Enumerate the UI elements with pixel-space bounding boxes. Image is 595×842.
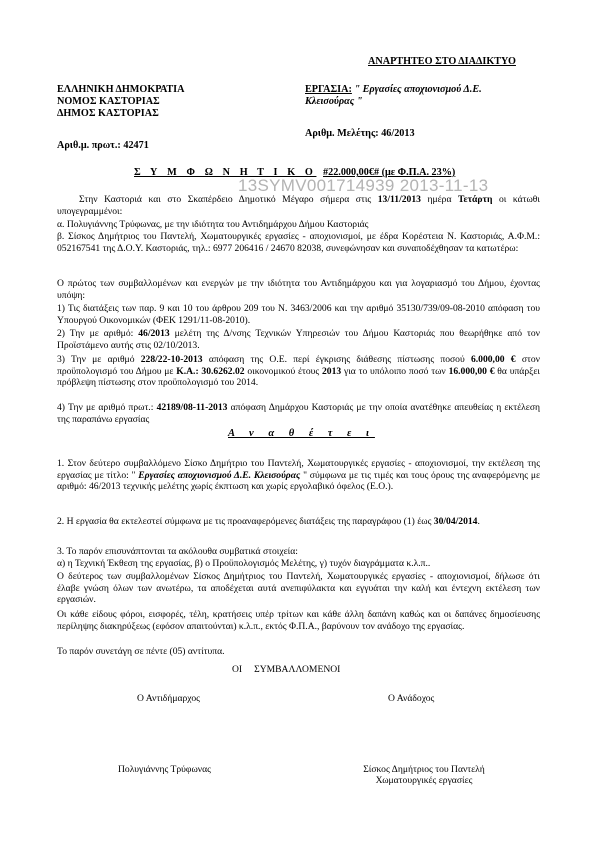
- left-signatory-name: Πολυγιάννης Τρύφωνας: [118, 764, 211, 775]
- right-signatory-name: [342, 764, 506, 787]
- registry-watermark: 13SYMV001714939 2013-11-13: [238, 176, 489, 195]
- assigns-heading: Α ν α θ έ τ ε ι: [228, 428, 375, 439]
- c3-text-3: στον προϋπολογισμό του Δήμου με: [57, 354, 540, 377]
- c3-rest-amount: 16.000,00 €: [448, 365, 495, 377]
- intro-text: Στην Καστοριά και στο Σκαπέρδειο Δημοτικό Μέγαρο σήμερα στις: [79, 194, 378, 205]
- study-number: Αριθμ. Μελέτης: 46/2013: [305, 128, 415, 139]
- term-2: [57, 516, 540, 528]
- right-signatory-role: Ο Ανάδοχος: [388, 693, 435, 704]
- term-6: Το παρόν συνετάγη σε πέντε (05) αντίτυπα.: [57, 646, 225, 657]
- t1-text: 1. Στον δεύτερο συμβαλλόμενο Σίσκο Δημήτριο του Παντελή, Χωματουργικές εργασίες - αποχιονισμοί, την εκτέλεση της εργασίας με τίτλο: ": [57, 458, 540, 481]
- contract-title: Σ Υ Μ Φ Ω Ν Η Τ Ι Κ Ο: [134, 167, 317, 178]
- consideration-4: [57, 402, 540, 425]
- consideration-2: [57, 328, 540, 351]
- party-b: β. Σίσκος Δημήτριος του Παντελή, Χωματουργικές εργασίες - αποχιονισμοί, με έδρα Κορέστεια Ν. Καστοριάς, Α.Φ.Μ.: 052167541 της Δ.Ο.Υ. Καστοριάς, τηλ.: 6977 206416 / 24670 82038, συνεφώνησαν και συναποδέχθησαν τα κατωτέρω:: [57, 231, 540, 254]
- contract-amount: #22.000,00€# (με Φ.Π.Α. 23%): [323, 167, 456, 178]
- c3-text-4: οικονομικού έτους: [244, 365, 322, 377]
- c3-text-6: θα υπάρξει πρόβλεψη πίστωσης στον προϋπολογισμό του 2014.: [57, 365, 540, 388]
- c3-text-2: απόφαση της Ο.Ε. περί έγκρισης διάθεσης πίστωσης ποσού: [202, 354, 471, 365]
- c4-text: 4) Την με αριθμό πρωτ.:: [57, 402, 157, 413]
- first-party-statement: Ο πρώτος των συμβαλλομένων και ενεργών με την ιδιότητα του Αντιδημάρχου και για λογαριασμό του Δήμου, έχοντας υπόψη:: [57, 278, 540, 301]
- right-signatory-name-line2: Χωματουργικές εργασίες: [375, 775, 473, 787]
- authority-line-republic: ΕΛΛΗΝΙΚΗ ΔΗΜΟΚΡΑΤΙΑ: [57, 84, 185, 95]
- authority-line-prefecture: ΝΟΜΟΣ ΚΑΣΤΟΡΙΑΣ: [57, 96, 160, 108]
- c2-text-2: μελέτη της Δ/νσης Τεχνικών Υπηρεσιών του Δήμου Καστοριάς που θεωρήθηκε από τον Προϊστάμενο αυτής στις 02/10/2013.: [57, 328, 540, 351]
- intro-text-2: ημέρα: [420, 194, 458, 205]
- term-4: Ο δεύτερος των συμβαλλομένων Σίσκος Δημήτριος του Παντελή, Χωματουργικές εργασίες - αποχιονισμοί, δήλωσε ότι έλαβε γνώση όλων των ανωτέρω, τα αποδέχεται αυτά ανεπιφύλακτα και εγγυάται την καλή και έντεχνη εκτέλεση των εργασιών.: [57, 571, 540, 605]
- project-block: [305, 84, 540, 108]
- authority-block: [57, 84, 184, 121]
- c4-number: 42189/08-11-2013: [156, 402, 228, 413]
- term-5: Οι κάθε είδους φόροι, εισφορές, τέλη, κρατήσεις υπέρ τρίτων και κάθε άλλη δαπάνη καθώς και οι δαπάνες δημοσίευσης περίληψης διακηρύξεως (εφόσον απαιτούνται) κ.λ.π., εκτός Φ.Π.Α., βαρύνουν τον ανάδοχο της εργασίας.: [57, 609, 540, 632]
- intro-date: 13/11/2013: [377, 194, 421, 205]
- project-label: ΕΡΓΑΣΙΑ:: [305, 84, 352, 95]
- c3-year: 2013: [322, 365, 342, 377]
- c3-text-5: για το υπόλοιπο ποσό των: [341, 365, 449, 377]
- t1-project-title: Εργασίες αποχιονισμού Δ.Ε. Κλεισούρας: [135, 469, 301, 481]
- signatories-heading: ΟΙ ΣΥΜΒΑΛΛΟΜΕΝΟΙ: [232, 664, 341, 675]
- c3-text: 3) Την με αριθμό: [57, 354, 141, 365]
- c2-number: 46/2013: [138, 328, 170, 339]
- right-signatory-name-line1: Σίσκος Δημήτριος του Παντελή: [363, 764, 485, 775]
- t2-text-2: .: [477, 516, 480, 527]
- t2-date: 30/04/2014: [433, 516, 478, 527]
- protocol-number: Αριθ.μ. πρωτ.: 42471: [57, 140, 149, 151]
- t1-text-2: " σύμφωνα με τις τιμές και τους όρους της αναφερόμενης με αριθμό: 46/2013 τεχνικής μελέτης χωρίς έκπτωση και χωρίς εργολαβικό όφελος (Ε.Ο.).: [57, 469, 540, 492]
- consideration-1: 1) Τις διατάξεις των παρ. 9 και 10 του άρθρου 209 του Ν. 3463/2006 και την αριθμό 35130/739/09-08-2010 απόφαση του Υπουργού Οικονομικών (ΦΕΚ 1291/11-08-2010).: [57, 303, 540, 326]
- publish-note: ΑΝΑΡΤΗΤΕΟ ΣΤΟ ΔΙΑΔΙΚΤΥΟ: [368, 56, 516, 67]
- term-3-list: α) η Τεχνική Έκθεση της εργασίας, β) ο Προϋπολογισμός Μελέτης, γ) τυχόν διαγράμματα κ.λ.π..: [57, 558, 431, 569]
- c4-text-2: απόφαση Δημάρχου Καστοριάς με την οποία ανατέθηκε απευθείας η εκτέλεση της παραπάνω εργασίας: [57, 402, 541, 425]
- project-title-part2: Κλεισούρας ": [305, 96, 363, 108]
- c3-ka: Κ.Α.: 30.6262.02: [176, 365, 245, 377]
- c3-amount: 6.000,00 €: [470, 354, 516, 365]
- project-title-part1: " Εργασίες αποχιονισμού Δ.Ε.: [351, 84, 482, 95]
- c3-number: 228/22-10-2013: [140, 354, 203, 365]
- consideration-3: [57, 354, 540, 389]
- party-a: α. Πολυγιάννης Τρύφωνας, με την ιδιότητα του Αντιδημάρχου Δήμου Καστοριάς: [57, 219, 369, 230]
- left-signatory-role: Ο Αντιδήμαρχος: [137, 693, 200, 704]
- c2-text: 2) Την με αριθμό:: [57, 328, 139, 339]
- authority-line-municipality: ΔΗΜΟΣ ΚΑΣΤΟΡΙΑΣ: [57, 108, 159, 120]
- term-3: 3. Το παρόν επισυνάπτονται τα ακόλουθα συμβατικά στοιχεία:: [57, 546, 298, 557]
- t2-text: 2. Η εργασία θα εκτελεστεί σύμφωνα με τις προαναφερόμενες διατάξεις της παραγράφου (1) έως: [57, 516, 434, 527]
- intro-text-3: οι κάτωθι υπογεγραμμένοι:: [57, 194, 540, 217]
- intro-day: Τετάρτη: [458, 194, 493, 205]
- intro-paragraph: [57, 194, 540, 217]
- term-1: [57, 458, 540, 493]
